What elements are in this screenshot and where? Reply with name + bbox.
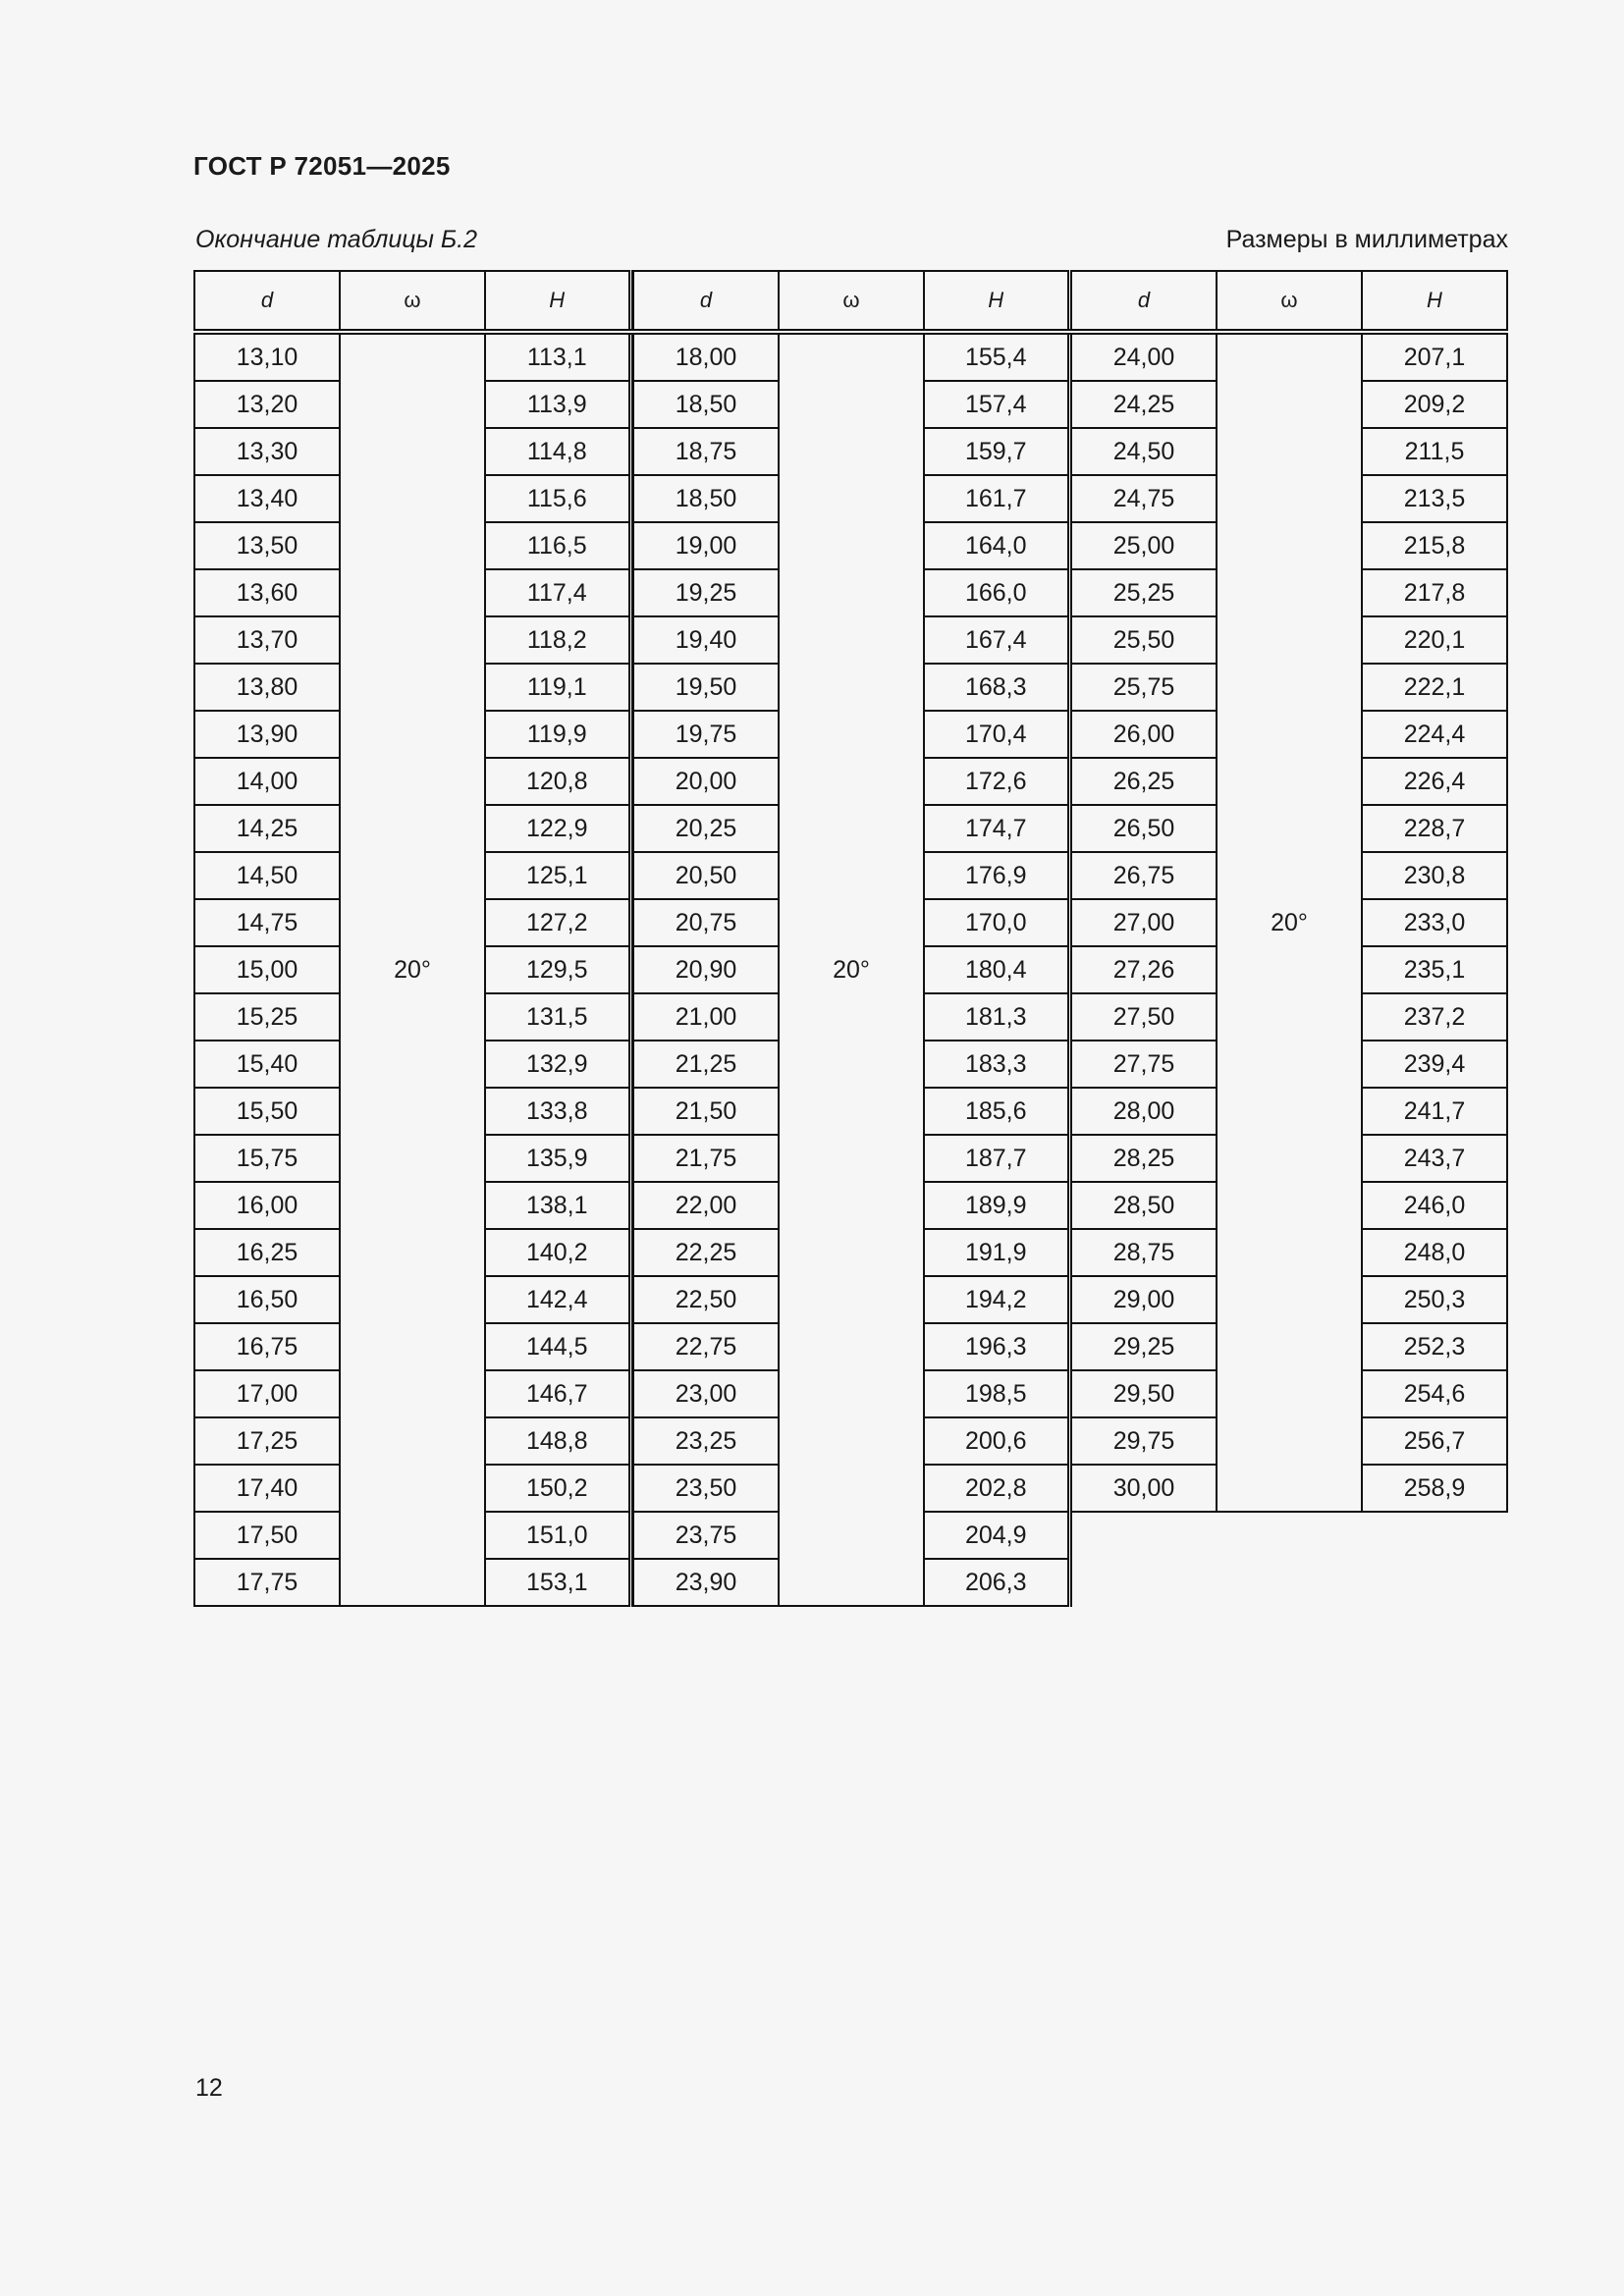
header-row [194,271,630,332]
cell-d: 14,25 [194,805,340,852]
cell-h: 116,5 [485,522,630,569]
column-header-omega: ω [779,271,924,332]
cell-d: 16,00 [194,1182,340,1229]
cell-h: 235,1 [1362,946,1507,993]
column-header-h: H [485,271,630,332]
cell-d: 25,75 [1071,664,1217,711]
cell-h: 170,0 [924,899,1069,946]
cell-d: 28,25 [1071,1135,1217,1182]
cell-d: 13,80 [194,664,340,711]
cell-d: 21,50 [633,1088,779,1135]
cell-d: 15,40 [194,1041,340,1088]
cell-omega: 20° [340,332,485,1606]
cell-h: 120,8 [485,758,630,805]
cell-d: 18,00 [633,332,779,381]
cell-d: 20,50 [633,852,779,899]
cell-d: 24,50 [1071,428,1217,475]
cell-d: 20,75 [633,899,779,946]
cell-h: 131,5 [485,993,630,1041]
cell-h: 250,3 [1362,1276,1507,1323]
cell-h: 153,1 [485,1559,630,1606]
cell-h: 125,1 [485,852,630,899]
cell-h: 185,6 [924,1088,1069,1135]
cell-h: 146,7 [485,1370,630,1417]
cell-d: 21,25 [633,1041,779,1088]
cell-d: 29,00 [1071,1276,1217,1323]
cell-d: 13,20 [194,381,340,428]
cell-d: 24,00 [1071,332,1217,381]
cell-h: 174,7 [924,805,1069,852]
cell-d: 17,25 [194,1417,340,1465]
cell-h: 254,6 [1362,1370,1507,1417]
table-row [1071,332,1507,381]
cell-d: 27,50 [1071,993,1217,1041]
cell-d: 16,50 [194,1276,340,1323]
cell-h: 233,0 [1362,899,1507,946]
table-row [633,332,1069,381]
cell-h: 148,8 [485,1417,630,1465]
cell-h: 155,4 [924,332,1069,381]
cell-h: 237,2 [1362,993,1507,1041]
header-row [633,271,1069,332]
cell-d: 13,10 [194,332,340,381]
cell-h: 168,3 [924,664,1069,711]
cell-d: 28,50 [1071,1182,1217,1229]
cell-d: 26,25 [1071,758,1217,805]
cell-h: 198,5 [924,1370,1069,1417]
cell-d: 14,50 [194,852,340,899]
cell-h: 150,2 [485,1465,630,1512]
cell-d: 29,50 [1071,1370,1217,1417]
cell-d: 23,25 [633,1417,779,1465]
cell-h: 166,0 [924,569,1069,616]
column-header-h: H [1362,271,1507,332]
cell-d: 17,75 [194,1559,340,1606]
cell-d: 23,90 [633,1559,779,1606]
cell-h: 133,8 [485,1088,630,1135]
table-continuation-caption: Окончание таблицы Б.2 [195,226,477,253]
cell-d: 27,26 [1071,946,1217,993]
cell-d: 26,50 [1071,805,1217,852]
column-header-d: d [194,271,340,332]
cell-h: 252,3 [1362,1323,1507,1370]
cell-h: 117,4 [485,569,630,616]
table-block-2 [632,270,1072,1607]
cell-d: 23,50 [633,1465,779,1512]
cell-d: 27,75 [1071,1041,1217,1088]
cell-d: 15,00 [194,946,340,993]
cell-d: 16,75 [194,1323,340,1370]
cell-d: 23,75 [633,1512,779,1559]
cell-d: 28,00 [1071,1088,1217,1135]
cell-omega: 20° [779,332,924,1606]
cell-h: 243,7 [1362,1135,1507,1182]
cell-d: 25,00 [1071,522,1217,569]
cell-h: 222,1 [1362,664,1507,711]
cell-d: 26,00 [1071,711,1217,758]
cell-h: 226,4 [1362,758,1507,805]
cell-omega: 20° [1217,332,1362,1512]
cell-h: 127,2 [485,899,630,946]
column-header-h: H [924,271,1069,332]
cell-h: 224,4 [1362,711,1507,758]
cell-h: 113,9 [485,381,630,428]
cell-h: 207,1 [1362,332,1507,381]
cell-d: 21,00 [633,993,779,1041]
header-row [1071,271,1507,332]
cell-h: 189,9 [924,1182,1069,1229]
cell-d: 14,75 [194,899,340,946]
cell-d: 17,50 [194,1512,340,1559]
cell-d: 18,75 [633,428,779,475]
cell-h: 142,4 [485,1276,630,1323]
cell-d: 28,75 [1071,1229,1217,1276]
cell-d: 13,90 [194,711,340,758]
cell-d: 25,25 [1071,569,1217,616]
cell-d: 19,75 [633,711,779,758]
cell-h: 115,6 [485,475,630,522]
cell-h: 239,4 [1362,1041,1507,1088]
cell-h: 217,8 [1362,569,1507,616]
cell-d: 18,50 [633,381,779,428]
cell-h: 230,8 [1362,852,1507,899]
cell-h: 256,7 [1362,1417,1507,1465]
cell-h: 181,3 [924,993,1069,1041]
cell-h: 183,3 [924,1041,1069,1088]
cell-h: 206,3 [924,1559,1069,1606]
cell-d: 15,50 [194,1088,340,1135]
cell-h: 129,5 [485,946,630,993]
cell-d: 20,00 [633,758,779,805]
cell-d: 15,75 [194,1135,340,1182]
cell-d: 13,70 [194,616,340,664]
cell-d: 13,60 [194,569,340,616]
cell-h: 196,3 [924,1323,1069,1370]
cell-h: 215,8 [1362,522,1507,569]
cell-h: 211,5 [1362,428,1507,475]
column-header-d: d [1071,271,1217,332]
cell-h: 180,4 [924,946,1069,993]
cell-h: 209,2 [1362,381,1507,428]
table-block-1 [193,270,633,1607]
cell-h: 135,9 [485,1135,630,1182]
cell-d: 13,50 [194,522,340,569]
cell-d: 18,50 [633,475,779,522]
cell-d: 14,00 [194,758,340,805]
cell-d: 22,00 [633,1182,779,1229]
cell-h: 194,2 [924,1276,1069,1323]
cell-h: 114,8 [485,428,630,475]
units-caption: Размеры в миллиметрах [1225,226,1508,253]
cell-h: 241,7 [1362,1088,1507,1135]
cell-h: 138,1 [485,1182,630,1229]
cell-h: 191,9 [924,1229,1069,1276]
cell-h: 157,4 [924,381,1069,428]
cell-h: 228,7 [1362,805,1507,852]
cell-h: 246,0 [1362,1182,1507,1229]
column-header-d: d [633,271,779,332]
cell-h: 170,4 [924,711,1069,758]
cell-d: 30,00 [1071,1465,1217,1512]
cell-h: 176,9 [924,852,1069,899]
cell-h: 132,9 [485,1041,630,1088]
cell-h: 140,2 [485,1229,630,1276]
cell-h: 151,0 [485,1512,630,1559]
cell-h: 187,7 [924,1135,1069,1182]
cell-h: 119,1 [485,664,630,711]
cell-d: 29,75 [1071,1417,1217,1465]
cell-d: 15,25 [194,993,340,1041]
page-number: 12 [195,2074,223,2102]
cell-h: 172,6 [924,758,1069,805]
cell-d: 19,25 [633,569,779,616]
cell-h: 258,9 [1362,1465,1507,1512]
cell-d: 25,50 [1071,616,1217,664]
cell-d: 13,40 [194,475,340,522]
cell-d: 22,75 [633,1323,779,1370]
cell-d: 24,25 [1071,381,1217,428]
cell-d: 22,50 [633,1276,779,1323]
cell-d: 20,25 [633,805,779,852]
column-header-omega: ω [340,271,485,332]
document-code: ГОСТ Р 72051—2025 [193,151,451,181]
cell-d: 27,00 [1071,899,1217,946]
cell-h: 167,4 [924,616,1069,664]
cell-h: 113,1 [485,332,630,381]
cell-h: 213,5 [1362,475,1507,522]
column-header-omega: ω [1217,271,1362,332]
cell-d: 17,40 [194,1465,340,1512]
table-row [194,332,630,381]
cell-d: 23,00 [633,1370,779,1417]
cell-h: 204,9 [924,1512,1069,1559]
cell-d: 22,25 [633,1229,779,1276]
table-block-3 [1070,270,1508,1513]
cell-d: 17,00 [194,1370,340,1417]
cell-h: 119,9 [485,711,630,758]
cell-d: 16,25 [194,1229,340,1276]
cell-h: 161,7 [924,475,1069,522]
cell-h: 118,2 [485,616,630,664]
cell-h: 122,9 [485,805,630,852]
cell-d: 19,50 [633,664,779,711]
cell-h: 159,7 [924,428,1069,475]
cell-h: 144,5 [485,1323,630,1370]
cell-d: 29,25 [1071,1323,1217,1370]
cell-h: 248,0 [1362,1229,1507,1276]
cell-d: 19,40 [633,616,779,664]
cell-d: 26,75 [1071,852,1217,899]
cell-d: 20,90 [633,946,779,993]
cell-d: 21,75 [633,1135,779,1182]
cell-d: 13,30 [194,428,340,475]
cell-h: 200,6 [924,1417,1069,1465]
cell-h: 220,1 [1362,616,1507,664]
cell-d: 24,75 [1071,475,1217,522]
cell-h: 202,8 [924,1465,1069,1512]
cell-d: 19,00 [633,522,779,569]
cell-h: 164,0 [924,522,1069,569]
